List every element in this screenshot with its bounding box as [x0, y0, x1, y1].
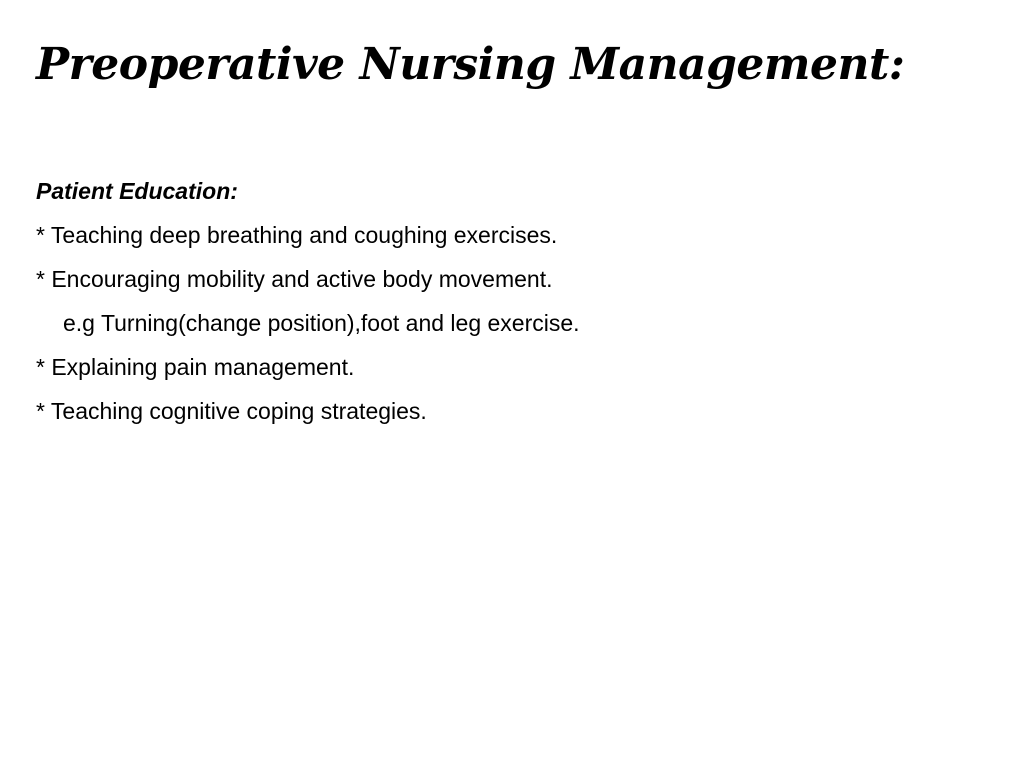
bullet-item: * Teaching cognitive coping strategies. [36, 398, 427, 424]
bullet-item: * Encouraging mobility and active body movement. [36, 266, 553, 292]
sub-item-example: e.g Turning(change position),foot and leg exercise. [63, 310, 580, 336]
section-heading: Patient Education: [36, 178, 238, 204]
bullet-item: * Explaining pain management. [36, 354, 355, 380]
slide-content [36, 176, 996, 440]
bullet-item: * Teaching deep breathing and coughing exercises. [36, 222, 558, 248]
slide-title: Preoperative Nursing Management: [36, 39, 905, 90]
